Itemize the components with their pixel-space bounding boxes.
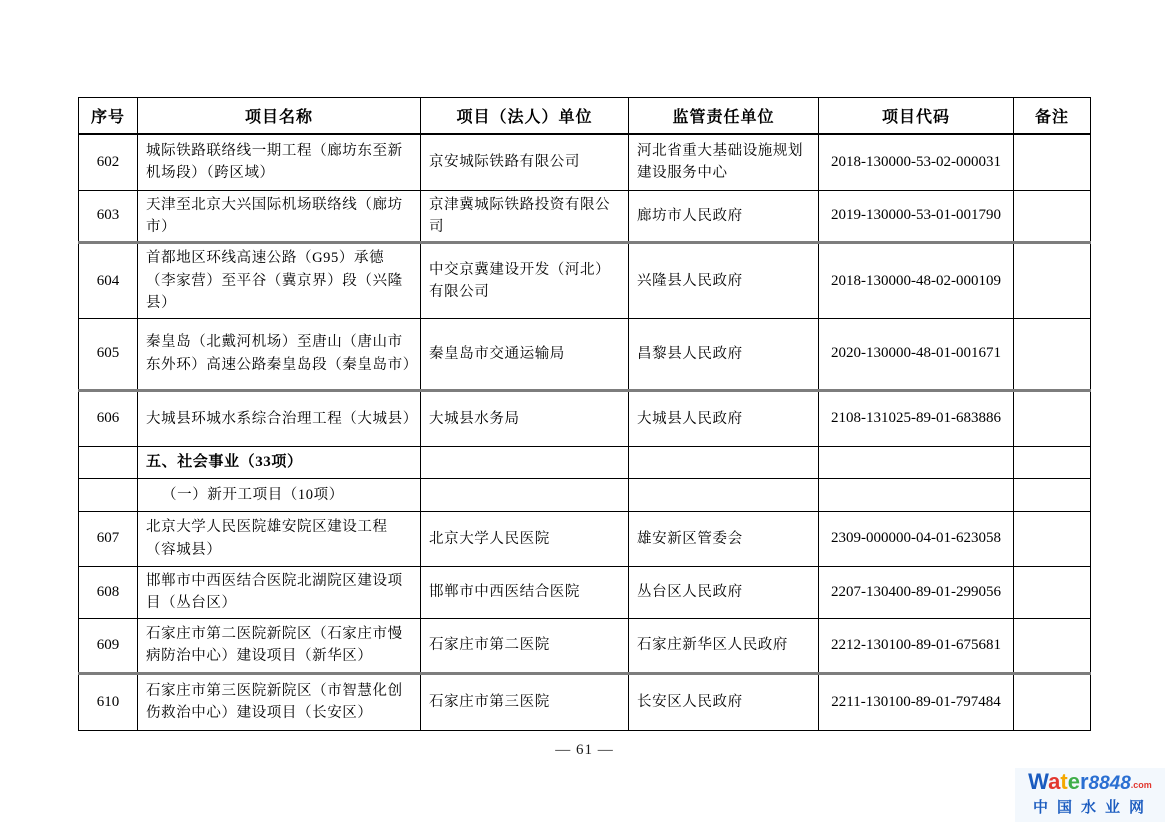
table-row	[79, 566, 1091, 618]
header-remark: 备注	[1014, 98, 1091, 135]
cell-supervisor-unit: 昌黎县人民政府	[629, 318, 819, 390]
header-supervisor-unit: 监管责任单位	[629, 98, 819, 135]
cell-supervisor-unit: 大城县人民政府	[629, 390, 819, 446]
cell-no: 605	[79, 318, 138, 390]
page-number: — 61 —	[555, 742, 614, 758]
table-row	[79, 673, 1091, 730]
header-project-name: 项目名称	[138, 98, 421, 135]
cell-supervisor-unit: 兴隆县人民政府	[629, 243, 819, 318]
cell-remark	[1014, 446, 1091, 478]
cell-supervisor-unit	[629, 446, 819, 478]
cell-no	[79, 478, 138, 511]
subsection-row	[79, 478, 1091, 511]
cell-legal-unit: 京安城际铁路有限公司	[421, 134, 629, 190]
cell-project-name: 天津至北京大兴国际机场联络线（廊坊市）	[138, 190, 421, 243]
logo-letter: e	[1067, 769, 1080, 794]
logo-letter: r	[1079, 769, 1089, 794]
cell-project-name: 石家庄市第二医院新院区（石家庄市慢病防治中心）建设项目（新华区）	[138, 618, 421, 673]
cell-remark	[1014, 318, 1091, 390]
cell-no: 604	[79, 243, 138, 318]
cell-no: 602	[79, 134, 138, 190]
cell-legal-unit: 石家庄市第三医院	[421, 673, 629, 730]
cell-legal-unit: 北京大学人民医院	[421, 511, 629, 566]
logo-letter: t	[1060, 769, 1068, 794]
table-row	[79, 511, 1091, 566]
logo-wordmark	[1015, 770, 1165, 797]
cell-remark	[1014, 673, 1091, 730]
cell-remark	[1014, 390, 1091, 446]
cell-project-name: 大城县环城水系综合治理工程（大城县）	[138, 390, 421, 446]
cell-no: 607	[79, 511, 138, 566]
cell-supervisor-unit: 廊坊市人民政府	[629, 190, 819, 243]
logo-8848-text: 8848	[1088, 773, 1131, 794]
cell-legal-unit: 大城县水务局	[421, 390, 629, 446]
cell-project-code: 2207-130400-89-01-299056	[819, 566, 1014, 618]
cell-project-name: 五、社会事业（33项）	[138, 446, 421, 478]
cell-no: 609	[79, 618, 138, 673]
cell-no: 608	[79, 566, 138, 618]
table-header	[79, 98, 1091, 135]
cell-project-code: 2018-130000-48-02-000109	[819, 243, 1014, 318]
cell-legal-unit: 邯郸市中西医结合医院	[421, 566, 629, 618]
cell-project-name: 城际铁路联络线一期工程（廊坊东至新机场段）（跨区域）	[138, 134, 421, 190]
header-legal-unit: 项目（法人）单位	[421, 98, 629, 135]
cell-legal-unit: 秦皇岛市交通运输局	[421, 318, 629, 390]
cell-supervisor-unit: 石家庄新华区人民政府	[629, 618, 819, 673]
cell-remark	[1014, 478, 1091, 511]
table-row	[79, 618, 1091, 673]
cell-remark	[1014, 243, 1091, 318]
cell-project-code: 2019-130000-53-01-001790	[819, 190, 1014, 243]
header-no: 序号	[79, 98, 138, 135]
cell-legal-unit	[421, 478, 629, 511]
logo-com-text: .com	[1130, 780, 1152, 790]
cell-project-code	[819, 478, 1014, 511]
cell-remark	[1014, 511, 1091, 566]
cell-project-name: 首都地区环线高速公路（G95）承德（李家营）至平谷（冀京界）段（兴隆县）	[138, 243, 421, 318]
table-row	[79, 243, 1091, 318]
section-row	[79, 446, 1091, 478]
cell-project-code: 2018-130000-53-02-000031	[819, 134, 1014, 190]
cell-legal-unit: 石家庄市第二医院	[421, 618, 629, 673]
cell-supervisor-unit: 河北省重大基础设施规划建设服务中心	[629, 134, 819, 190]
header-project-code: 项目代码	[819, 98, 1014, 135]
cell-remark	[1014, 134, 1091, 190]
cell-project-code	[819, 446, 1014, 478]
cell-project-name: 秦皇岛（北戴河机场）至唐山（唐山市东外环）高速公路秦皇岛段（秦皇岛市）	[138, 318, 421, 390]
cell-legal-unit	[421, 446, 629, 478]
cell-no: 603	[79, 190, 138, 243]
cell-project-name: 北京大学人民医院雄安院区建设工程（容城县）	[138, 511, 421, 566]
cell-no: 606	[79, 390, 138, 446]
logo-subtitle: 中国水业网	[1032, 799, 1153, 816]
cell-remark	[1014, 190, 1091, 243]
cell-remark	[1014, 618, 1091, 673]
cell-project-code: 2108-131025-89-01-683886	[819, 390, 1014, 446]
table-row	[79, 190, 1091, 243]
project-table	[78, 97, 1091, 731]
cell-project-code: 2211-130100-89-01-797484	[819, 673, 1014, 730]
cell-no: 610	[79, 673, 138, 730]
cell-project-name: （一）新开工项目（10项）	[138, 478, 421, 511]
cell-supervisor-unit: 丛台区人民政府	[629, 566, 819, 618]
table-row	[79, 318, 1091, 390]
table-body	[79, 134, 1091, 730]
cell-project-code: 2212-130100-89-01-675681	[819, 618, 1014, 673]
logo-letter: a	[1048, 769, 1061, 794]
cell-supervisor-unit: 雄安新区管委会	[629, 511, 819, 566]
cell-project-code: 2309-000000-04-01-623058	[819, 511, 1014, 566]
table-row	[79, 134, 1091, 190]
water8848-logo	[1015, 768, 1165, 822]
cell-project-name: 石家庄市第三医院新院区（市智慧化创伤救治中心）建设项目（长安区）	[138, 673, 421, 730]
cell-legal-unit: 中交京冀建设开发（河北）有限公司	[421, 243, 629, 318]
cell-project-code: 2020-130000-48-01-001671	[819, 318, 1014, 390]
cell-supervisor-unit	[629, 478, 819, 511]
logo-water-text	[1028, 769, 1089, 794]
cell-supervisor-unit: 长安区人民政府	[629, 673, 819, 730]
cell-remark	[1014, 566, 1091, 618]
cell-no	[79, 446, 138, 478]
cell-project-name: 邯郸市中西医结合医院北湖院区建设项目（丛台区）	[138, 566, 421, 618]
cell-legal-unit: 京津冀城际铁路投资有限公司	[421, 190, 629, 243]
logo-letter: W	[1028, 769, 1049, 794]
table-row	[79, 390, 1091, 446]
